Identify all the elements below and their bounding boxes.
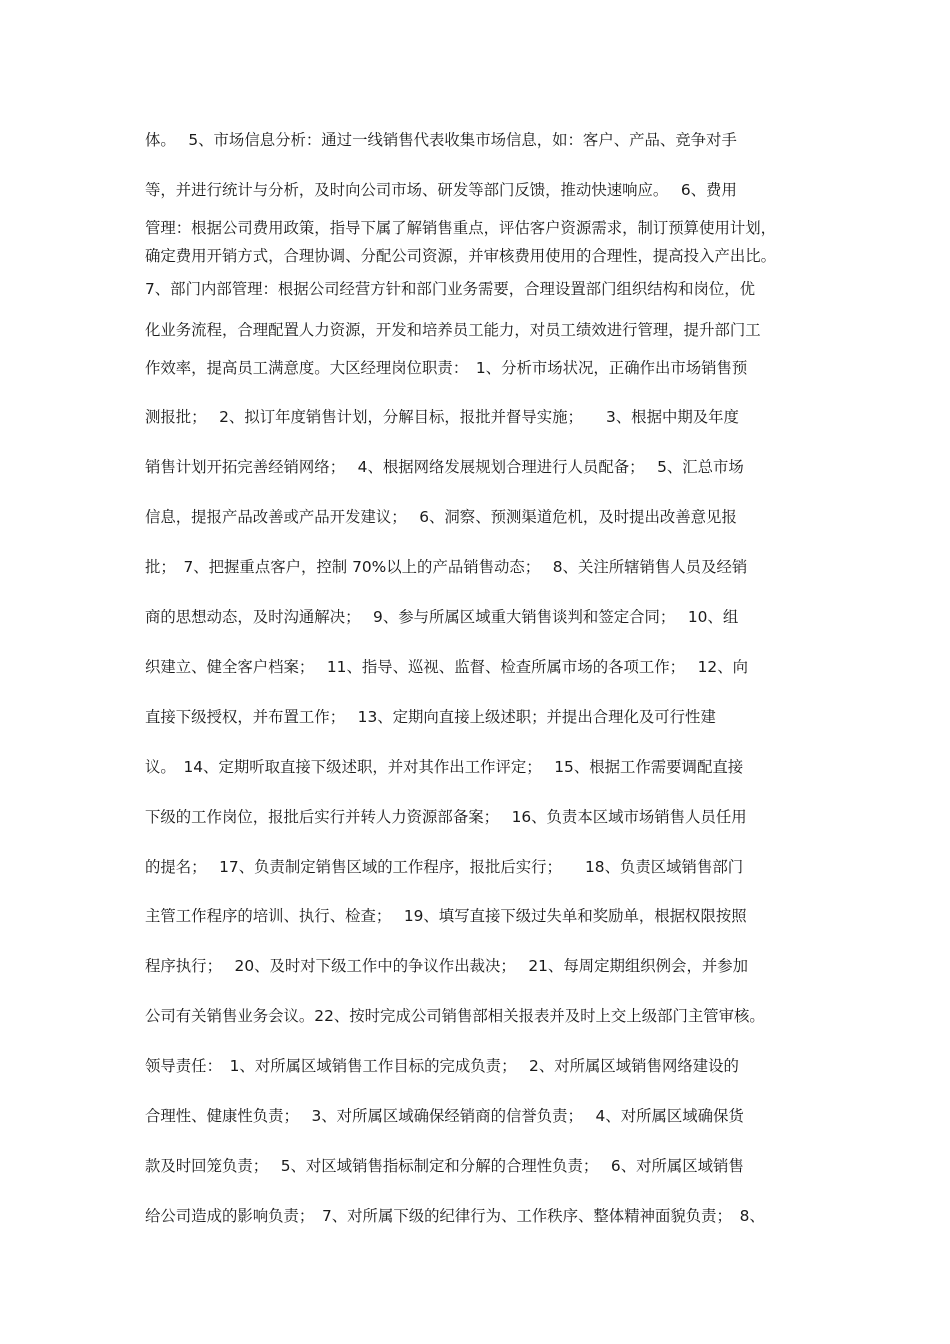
text-line: 直接下级授权，并布置工作； 13、定期向直接上级述职；并提出合理化及可行性建	[145, 708, 716, 726]
text-line: 下级的工作岗位，报批后实行并转人力资源部备案； 16、负责本区域市场销售人员任用	[145, 808, 747, 826]
text-line: 款及时回笼负责； 5、对区域销售指标制定和分解的合理性负责； 6、对所属区域销售	[145, 1157, 744, 1175]
text-line: 程序执行； 20、及时对下级工作中的争议作出裁决； 21、每周定期组织例会，并参加	[145, 957, 749, 975]
text-line: 7、部门内部管理：根据公司经营方针和部门业务需要，合理设置部门组织结构和岗位，优	[145, 280, 756, 298]
text-line: 给公司造成的影响负责； 7、对所属下级的纪律行为、工作秩序、整体精神面貌负责； 8、	[145, 1207, 765, 1225]
text-line: 主管工作程序的培训、执行、检查； 19、填写直接下级过失单和奖励单，根据权限按照	[145, 907, 747, 925]
text-line: 管理：根据公司费用政策，指导下属了解销售重点，评估客户资源需求，制订预算使用计划，	[145, 219, 777, 237]
text-line: 化业务流程，合理配置人力资源，开发和培养员工能力，对员工绩效进行管理，提升部门工	[145, 321, 761, 339]
text-line: 商的思想动态，及时沟通解决； 9、参与所属区域重大销售谈判和签定合同； 10、组	[145, 608, 739, 626]
text-line: 公司有关销售业务会议。22、按时完成公司销售部相关报表并及时上交上级部门主管审核。	[145, 1007, 765, 1025]
text-line: 体。 5、市场信息分析：通过一线销售代表收集市场信息，如：客户、产品、竞争对手	[145, 131, 737, 149]
text-line: 议。 14、定期听取直接下级述职，并对其作出工作评定； 15、根据工作需要调配直接	[145, 758, 744, 776]
text-line: 等，并进行统计与分析，及时向公司市场、研发等部门反馈，推动快速响应。 6、费用	[145, 181, 737, 199]
text-line: 作效率，提高员工满意度。大区经理岗位职责： 1、分析市场状况，正确作出市场销售预	[145, 359, 748, 377]
text-line: 销售计划开拓完善经销网络； 4、根据网络发展规划合理进行人员配备； 5、汇总市场	[145, 458, 744, 476]
text-line: 批； 7、把握重点客户，控制 70%以上的产品销售动态； 8、关注所辖销售人员及经销	[145, 558, 748, 576]
text-line: 合理性、健康性负责； 3、对所属区域确保经销商的信誉负责； 4、对所属区域确保货	[145, 1107, 744, 1125]
text-line: 织建立、健全客户档案； 11、指导、巡视、监督、检查所属市场的各项工作； 12、向	[145, 658, 749, 676]
text-line: 信息，提报产品改善或产品开发建议； 6、洞察、预测渠道危机，及时提出改善意见报	[145, 508, 737, 526]
text-line: 的提名； 17、负责制定销售区域的工作程序，报批后实行； 18、负责区域销售部门	[145, 858, 744, 876]
text-line: 测报批； 2、拟订年度销售计划，分解目标，报批并督导实施； 3、根据中期及年度	[145, 408, 739, 426]
text-line: 领导责任： 1、对所属区域销售工作目标的完成负责； 2、对所属区域销售网络建设的	[145, 1057, 739, 1075]
text-line: 确定费用开销方式，合理协调、分配公司资源，并审核费用使用的合理性，提高投入产出比。	[145, 247, 777, 265]
